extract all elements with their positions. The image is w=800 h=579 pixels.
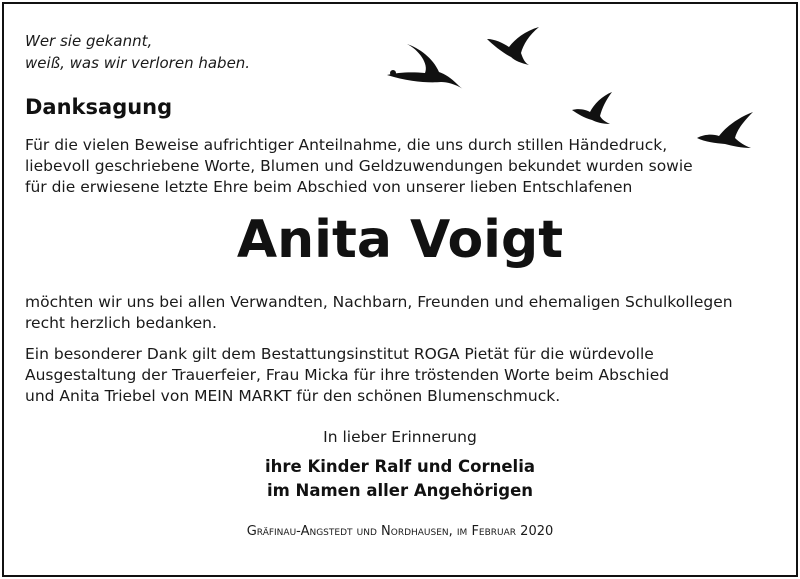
signature-line: ihre Kinder Ralf und Cornelia: [265, 457, 535, 476]
notice-heading: Danksagung: [25, 95, 173, 119]
remembrance-line: In lieber Erinnerung: [323, 428, 477, 446]
motto-line: weiß, was wir verloren haben.: [25, 54, 251, 72]
signature-block: [0, 455, 800, 503]
paragraph-line: Für die vielen Beweise aufrichtiger Anteilnahme, die uns durch stillen Händedruck,: [25, 136, 668, 154]
paragraph-line: möchten wir uns bei allen Verwandten, Nachbarn, Freunden und ehemaligen Schulkollegen: [25, 293, 733, 311]
goose-icon: [385, 42, 465, 90]
goose-icon: [695, 110, 755, 150]
special-thanks-paragraph: [25, 344, 669, 407]
paragraph-line: und Anita Triebel von MEIN MARKT für den schönen Blumenschmuck.: [25, 387, 561, 405]
paragraph-line: Ausgestaltung der Trauerfeier, Frau Micka für ihre tröstenden Worte beim Abschied: [25, 366, 670, 384]
intro-paragraph: [25, 135, 693, 198]
goose-icon: [570, 90, 614, 126]
paragraph-line: recht herzlich bedanken.: [25, 314, 217, 332]
place-date-line: Gräfinau-Angstedt und Nordhausen, im Februar 2020: [246, 524, 554, 539]
thanks-paragraph: [25, 292, 733, 334]
signature-line: im Namen aller Angehörigen: [266, 481, 534, 500]
deceased-name: Anita Voigt: [236, 210, 564, 270]
paragraph-line: Ein besonderer Dank gilt dem Bestattungsinstitut ROGA Pietät für die würdevolle: [25, 345, 654, 363]
paragraph-line: liebevoll geschriebene Worte, Blumen und Geldzuwendungen bekundet wurden sowie: [25, 157, 693, 175]
paragraph-line: für die erwiesene letzte Ehre beim Abschied von unserer lieben Entschlafenen: [25, 178, 633, 196]
motto-quote: [25, 30, 250, 74]
motto-line: Wer sie gekannt,: [25, 32, 153, 50]
goose-icon: [485, 25, 540, 67]
